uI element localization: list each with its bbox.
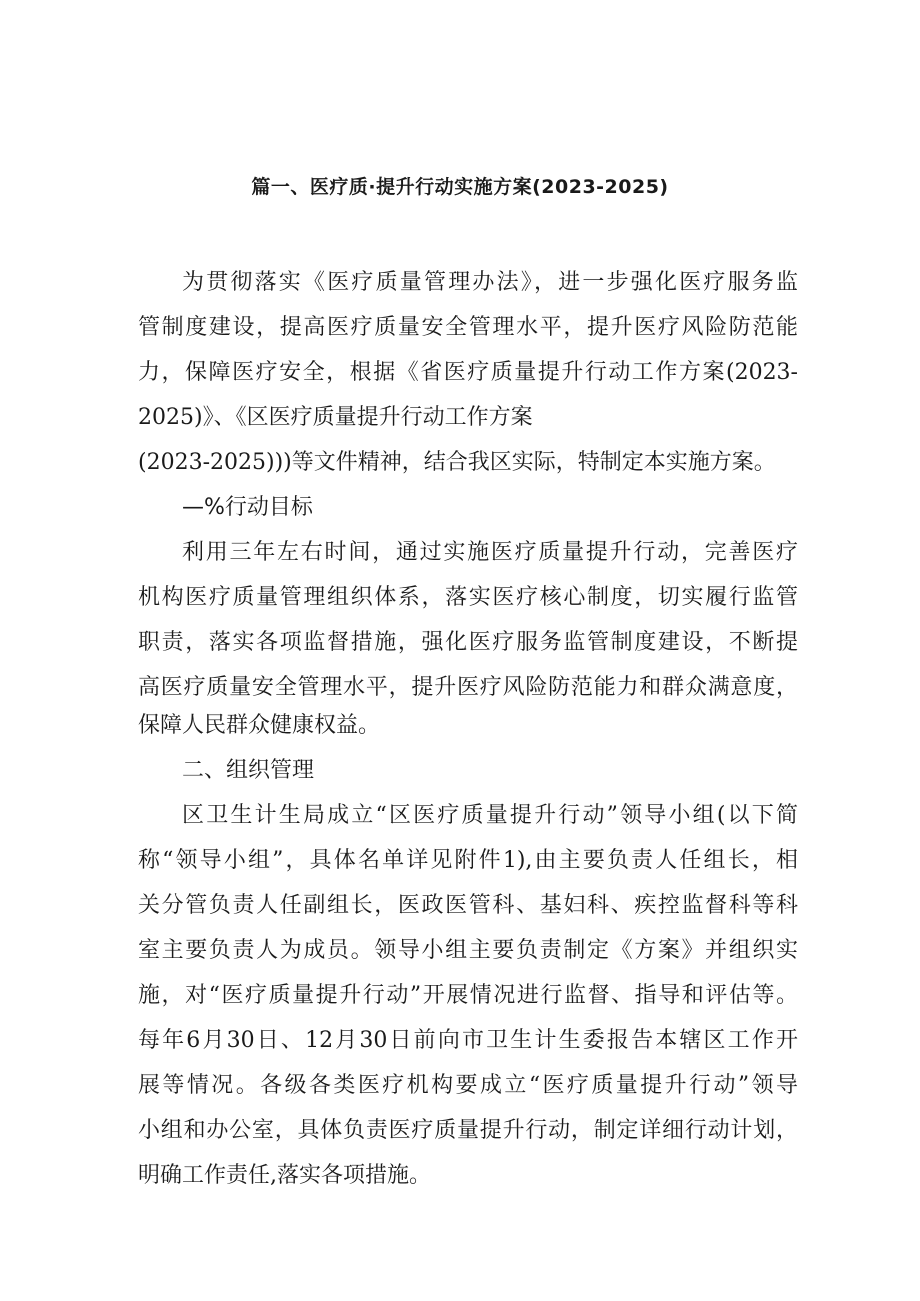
section2-line-5: 施，对“医疗质量提升行动”开展情况进行监督、指导和评估等。: [138, 983, 798, 1008]
intro-line-2: 管制度建设，提高医疗质量安全管理水平，提升医疗风险防范能: [138, 315, 798, 340]
intro-line-4: 2025)》、《区医疗质量提升行动工作方案: [138, 405, 533, 430]
document-title: 篇一、医疗质·提升行动实施方案(2023-2025): [251, 176, 669, 198]
section2-line-9: 明确工作责任,落实各项措施。: [138, 1163, 431, 1188]
intro-line-3: 力，保障医疗安全，根据《省医疗质量提升行动工作方案(2023-: [138, 360, 798, 385]
section1-line-2: 机构医疗质量管理组织体系，落实医疗核心制度，切实履行监管: [138, 585, 798, 610]
section-heading-organization: 二、组织管理: [182, 758, 315, 783]
section2-line-8: 小组和办公室，具体负责医疗质量提升行动，制定详细行动计划，: [138, 1118, 798, 1143]
section1-line-1: 利用三年左右时间，通过实施医疗质量提升行动，完善医疗: [182, 540, 798, 565]
section2-line-4: 室主要负责人为成员。领导小组主要负责制定《方案》并组织实: [138, 938, 798, 963]
section2-line-3: 关分管负责人任副组长，医政医管科、基妇科、疾控监督科等科: [138, 893, 798, 918]
intro-line-1: 为贯彻落实《医疗质量管理办法》，进一步强化医疗服务监: [182, 270, 798, 295]
section2-line-1: 区卫生计生局成立“区医疗质量提升行动”领导小组(以下简: [182, 803, 798, 828]
section2-line-7: 展等情况。各级各类医疗机构要成立“医疗质量提升行动”领导: [138, 1073, 798, 1098]
section2-line-6: 每年6月30日、12月30日前向市卫生计生委报告本辖区工作开: [138, 1028, 798, 1053]
section1-line-3: 职责，落实各项监督措施，强化医疗服务监管制度建设，不断提: [138, 630, 798, 655]
intro-line-5: (2023-2025)))等文件精神，结合我区实际，特制定本实施方案。: [138, 450, 776, 475]
section-heading-goals: —%行动目标: [182, 495, 313, 520]
section1-line-5: 保障人民群众健康权益。: [138, 713, 381, 738]
section2-line-2: 称“领导小组”，具体名单详见附件1),由主要负责人任组长，相: [138, 848, 798, 873]
section1-line-4: 高医疗质量安全管理水平，提升医疗风险防范能力和群众满意度，: [138, 675, 798, 700]
